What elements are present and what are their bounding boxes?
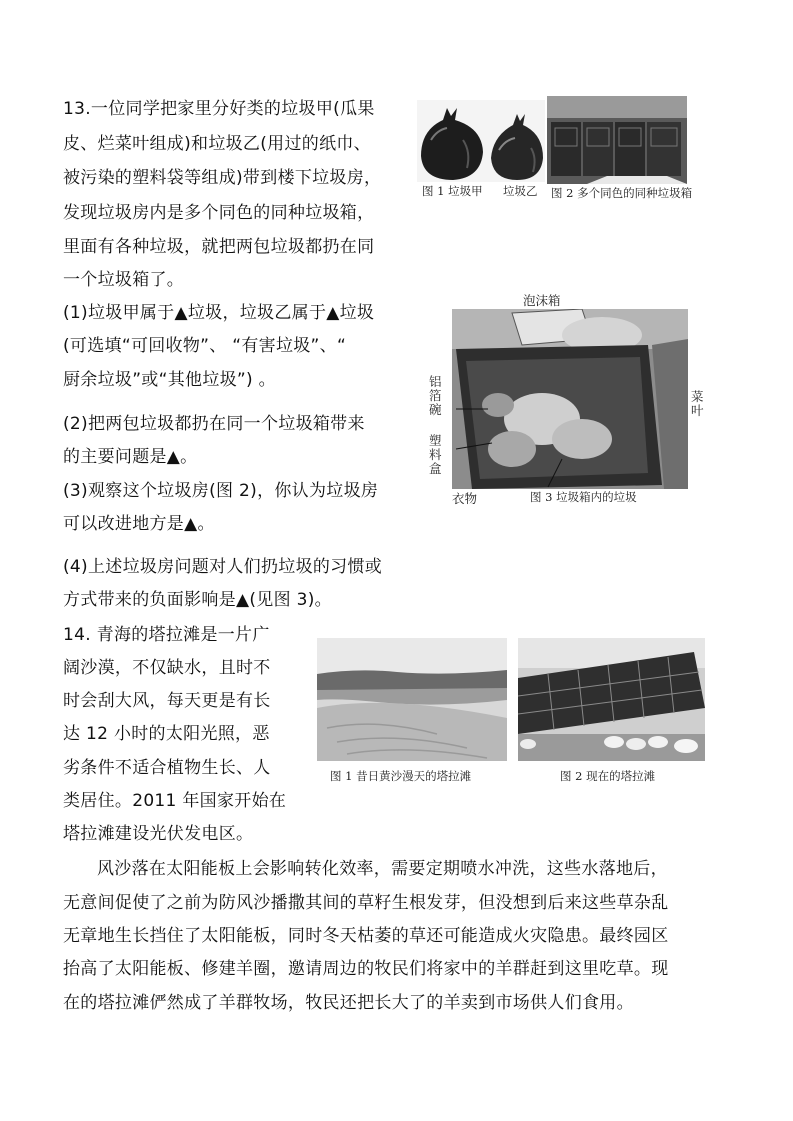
q13-sub3-line: 可以改进地方是▲。 <box>63 514 215 534</box>
q14-fig2-caption: 图 2 现在的塔拉滩 <box>560 769 656 783</box>
q14-paragraph-line: 抬高了太阳能板、修建羊圈，邀请周边的牧民们将家中的羊群赶到这里吃草。现 <box>63 959 669 979</box>
q13-sub4-line: (4)上述垃圾房问题对人们扔垃圾的习惯或 <box>63 557 383 577</box>
q13-fig3-label-clothes: 衣物 <box>452 491 478 506</box>
q13-sub2-line: (2)把两包垃圾都扔在同一个垃圾箱带来 <box>63 414 365 434</box>
q14-paragraph-line: 无章地生长挡住了太阳能板，同时冬天枯萎的草还可能造成火灾隐患。最终园区 <box>63 926 669 946</box>
q14-paragraph-line: 无意间促使了之前为防风沙播撒其间的草籽生根发芽，但没想到后来这些草杂乱 <box>63 893 669 913</box>
q13-fig3-caption: 图 3 垃圾箱内的垃圾 <box>530 490 637 504</box>
q14-paragraph-line: 在的塔拉滩俨然成了羊群牧场，牧民还把长大了的羊卖到市场供人们食用。 <box>63 993 634 1013</box>
q13-line: 里面有各种垃圾，就把两包垃圾都扔在同 <box>63 237 375 257</box>
q14-line: 时会刮大风，每天更是有长 <box>63 691 271 711</box>
q13-fig3-bin-contents-photo <box>452 309 688 489</box>
q13-fig2-caption: 图 2 多个同色的同种垃圾箱 <box>551 186 693 200</box>
q13-fig3-label-foam-box: 泡沫箱 <box>523 293 561 308</box>
q13-fig3-label-vegetable-leaf: 菜叶 <box>691 389 704 418</box>
q13-line: 一个垃圾箱了。 <box>63 270 185 290</box>
q14-fig1-desert-photo <box>317 638 507 761</box>
q13-fig1-garbage-bags-photo <box>417 100 545 182</box>
q13-sub1-line: 厨余垃圾”或“其他垃圾”) 。 <box>63 370 276 390</box>
q13-fig1-a-caption: 图 1 垃圾甲 <box>422 184 483 198</box>
q13-line: 皮、烂菜叶组成)和垃圾乙(用过的纸巾、 <box>63 134 371 154</box>
q14-line: 塔拉滩建设光伏发电区。 <box>63 824 254 844</box>
q14-paragraph-line: 风沙落在太阳能板上会影响转化效率，需要定期喷水冲洗，这些水落地后， <box>97 859 668 879</box>
q13-fig1-b-caption: 垃圾乙 <box>503 184 538 198</box>
q13-line: 发现垃圾房内是多个同色的同种垃圾箱， <box>63 203 375 223</box>
q13-sub1-line: (1)垃圾甲属于▲垃圾，垃圾乙属于▲垃圾 <box>63 303 375 323</box>
q13-sub3-line: (3)观察这个垃圾房(图 2)，你认为垃圾房 <box>63 481 379 501</box>
q13-sub4-line: 方式带来的负面影响是▲(见图 3)。 <box>63 590 332 610</box>
q14-line: 达 12 小时的太阳光照，恶 <box>63 724 270 744</box>
q13-sub1-line: (可选填“可回收物”、 “有害垃圾”、“ <box>63 336 347 356</box>
q13-line: 13.一位同学把家里分好类的垃圾甲(瓜果 <box>63 99 375 119</box>
q14-fig2-solar-panels-photo <box>518 638 705 761</box>
q13-sub2-line: 的主要问题是▲。 <box>63 447 198 467</box>
q14-line: 14. 青海的塔拉滩是一片广 <box>63 625 270 645</box>
q13-line: 被污染的塑料袋等组成)带到楼下垃圾房， <box>63 168 382 188</box>
q14-fig1-caption: 图 1 昔日黄沙漫天的塔拉滩 <box>330 769 472 783</box>
q14-line: 阔沙漠，不仅缺水，且时不 <box>63 658 271 678</box>
q13-fig2-bins-photo <box>547 96 687 184</box>
q14-line: 类居住。2011 年国家开始在 <box>63 791 287 811</box>
q13-fig3-label-foil-bowl: 铝箔碗 <box>429 374 442 417</box>
q14-line: 劣条件不适合植物生长、人 <box>63 758 271 778</box>
q13-fig3-label-plastic-box: 塑料盒 <box>429 433 442 476</box>
